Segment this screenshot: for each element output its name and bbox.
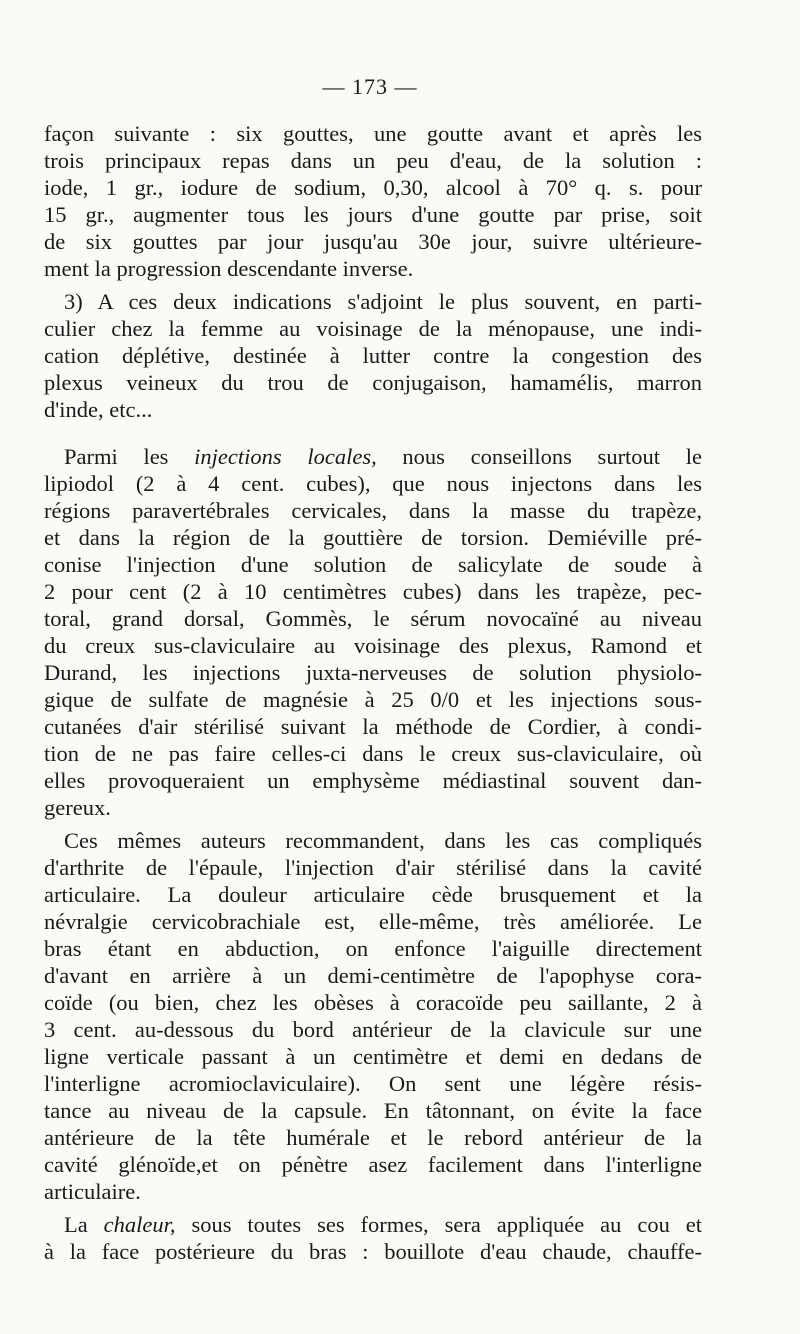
text-line: 2 pour cent (2 à 10 centimètres cubes) dans les trapèze, pec-: [44, 579, 702, 604]
text-line: cavité glénoïde,et on pénètre asez facilement dans l'interligne: [44, 1152, 702, 1177]
text-line: névralgie cervicobrachiale est, elle-même, très améliorée. Le: [44, 909, 702, 934]
text-fragment: La: [64, 1212, 104, 1237]
text-line: 3 cent. au-dessous du bord antérieur de la clavicule sur une: [44, 1017, 702, 1042]
italic-term: injections locales,: [194, 444, 377, 469]
text-line: trois principaux repas dans un peu d'eau, de la solution :: [44, 148, 702, 173]
text-fragment: sous toutes ses formes, sera appliquée au cou et: [175, 1212, 702, 1237]
text-line: cutanées d'air stérilisé suivant la méthode de Cordier, à condi-: [44, 714, 702, 739]
paragraph-4: [44, 827, 702, 1205]
text-line: d'inde, etc...: [44, 397, 153, 422]
text-line: d'arthrite de l'épaule, l'injection d'air stérilisé dans la cavité: [44, 855, 702, 880]
text-line: 3) A ces deux indications s'adjoint le plus souvent, en parti-: [64, 289, 702, 314]
text-line: Ces mêmes auteurs recommandent, dans les cas compliqués: [64, 828, 702, 853]
paragraph-2: [44, 288, 702, 423]
text-line: gique de sulfate de magnésie à 25 0/0 et les injections sous-: [44, 687, 702, 712]
text-line: cation déplétive, destinée à lutter contre la congestion des: [44, 343, 702, 368]
page-number: — 173 —: [322, 74, 418, 99]
text-line: régions paravertébrales cervicales, dans la masse du trapèze,: [44, 498, 702, 523]
text-line: lipiodol (2 à 4 cent. cubes), que nous injectons dans les: [44, 471, 702, 496]
text-line: articulaire.: [44, 1179, 141, 1204]
text-line: et dans la région de la gouttière de torsion. Demiéville pré-: [44, 525, 702, 550]
text-line-with-italic: [44, 443, 702, 470]
text-line: elles provoqueraient un emphysème médiastinal souvent dan-: [44, 768, 702, 793]
text-line: de six gouttes par jour jusqu'au 30e jour, suivre ultérieure-: [44, 229, 702, 254]
text-line: d'avant en arrière à un demi-centimètre de l'apophyse cora-: [44, 963, 702, 988]
text-line: articulaire. La douleur articulaire cède brusquement et la: [44, 882, 702, 907]
text-fragment: nous conseillons surtout le: [376, 444, 702, 469]
text-line: coïde (ou bien, chez les obèses à coracoïde peu saillante, 2 à: [44, 990, 702, 1015]
text-line: à la face postérieure du bras : bouillote d'eau chaude, chauffe-: [44, 1239, 702, 1264]
text-fragment: Parmi les: [64, 444, 195, 469]
paragraph-5: [44, 1211, 702, 1265]
text-line: du creux sus-claviculaire au voisinage des plexus, Ramond et: [44, 633, 702, 658]
body-text: [44, 120, 702, 1265]
text-line: ligne verticale passant à un centimètre et demi en dedans de: [44, 1044, 702, 1069]
text-line: 15 gr., augmenter tous les jours d'une goutte par prise, soit: [44, 202, 702, 227]
italic-term: chaleur,: [103, 1212, 176, 1237]
text-line: toral, grand dorsal, Gommès, le sérum novocaïné au niveau: [44, 606, 702, 631]
paragraph-3: [44, 443, 702, 821]
text-line: Durand, les injections juxta-nerveuses de solution physiolo-: [44, 660, 702, 685]
text-line: plexus veineux du trou de conjugaison, hamamélis, marron: [44, 370, 702, 395]
text-line: culier chez la femme au voisinage de la ménopause, une indi-: [44, 316, 702, 341]
text-line-with-italic: [44, 1211, 702, 1238]
text-line: tance au niveau de la capsule. En tâtonnant, on évite la face: [44, 1098, 702, 1123]
text-line: l'interligne acromioclaviculaire). On sent une légère résis-: [44, 1071, 702, 1096]
paragraph-1: [44, 120, 702, 282]
text-line: iode, 1 gr., iodure de sodium, 0,30, alcool à 70° q. s. pour: [44, 175, 702, 200]
text-line: conise l'injection d'une solution de salicylate de soude à: [44, 552, 702, 577]
text-line: ment la progression descendante inverse.: [44, 256, 414, 281]
text-line: tion de ne pas faire celles-ci dans le creux sus-claviculaire, où: [44, 741, 702, 766]
text-line: façon suivante : six gouttes, une goutte avant et après les: [44, 121, 702, 146]
text-line: bras étant en abduction, on enfonce l'aiguille directement: [44, 936, 702, 961]
text-line: gereux.: [44, 795, 111, 820]
text-line: antérieure de la tête humérale et le rebord antérieur de la: [44, 1125, 702, 1150]
